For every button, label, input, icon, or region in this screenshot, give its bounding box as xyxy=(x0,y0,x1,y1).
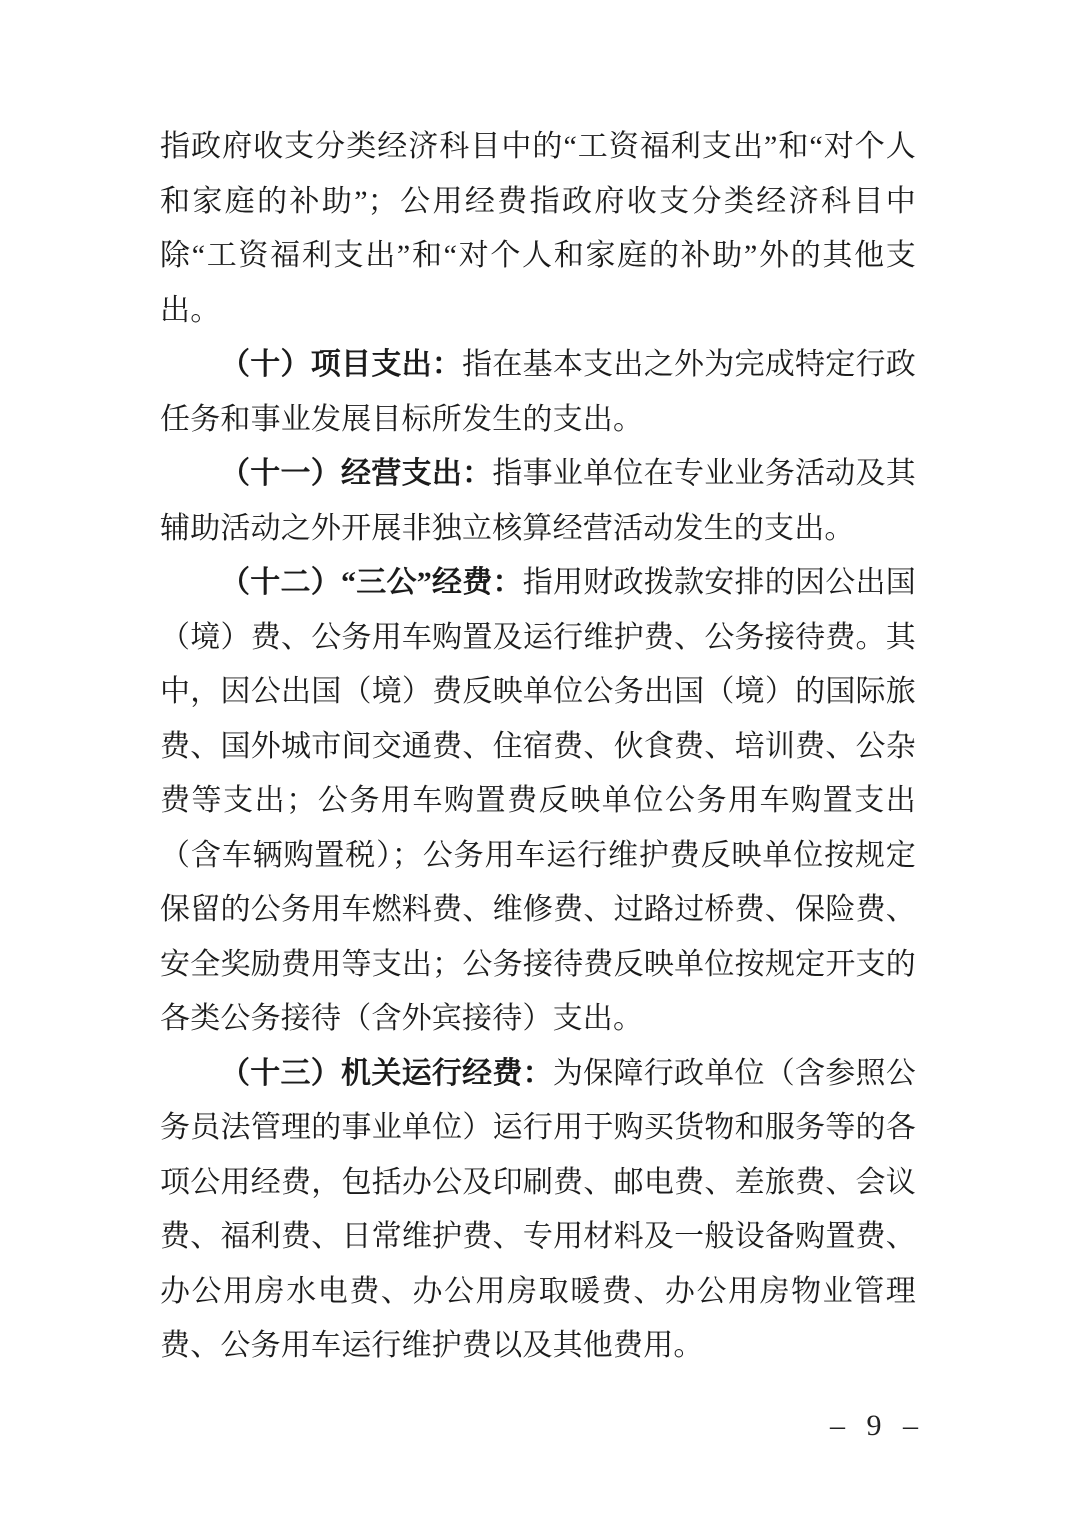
paragraph-heading: （十三）机关运行经费： xyxy=(220,1056,553,1090)
paragraph-item-13-agency-operating-funds xyxy=(160,1047,916,1374)
paragraph-item-11-operating-expenditure xyxy=(160,447,916,556)
paragraph-heading: （十）项目支出： xyxy=(220,348,463,381)
paragraph-item-10-project-expenditure xyxy=(160,338,916,447)
paragraph-text: 指在基本支出之外为完成特定行政任务和事业发展目标所发生的支出。 xyxy=(160,348,916,436)
page-number: – 9 – xyxy=(830,1409,925,1442)
paragraph-heading: （十一）经营支出： xyxy=(220,457,493,490)
paragraph-continuation xyxy=(160,120,916,338)
paragraph-item-12-three-public-funds xyxy=(160,556,916,1047)
paragraph-text: 指用财政拨款安排的因公出国（境）费、公务用车购置及运行维护费、公务接待费。其中，因公出国（境）费反映单位公务出国（境）的国际旅费、国外城市间交通费、住宿费、伙食费、培训费、公杂费等支出；公务用车购置费反映单位公务用车购置支出（含车辆购置税）；公务用车运行维护费反映单位按规定保留的公务用车燃料费、维修费、过路过桥费、保险费、安全奖励费用等支出；公务接待费反映单位按规定开支的各类公务接待（含外宾接待）支出。 xyxy=(160,566,917,1035)
paragraph-text: 指政府收支分类经济科目中的“工资福利支出”和“对个人和家庭的补助”；公用经费指政府收支分类经济科目中除“工资福利支出”和“对个人和家庭的补助”外的其他支出。 xyxy=(160,130,916,327)
paragraph-text: 为保障行政单位（含参照公务员法管理的事业单位）运行用于购买货物和服务等的各项公用经费，包括办公及印刷费、邮电费、差旅费、会议费、福利费、日常维护费、专用材料及一般设备购置费、办公用房水电费、办公用房取暖费、办公用房物业管理费、公务用车运行维护费以及其他费用。 xyxy=(160,1056,917,1362)
paragraph-text: 指事业单位在专业业务活动及其辅助活动之外开展非独立核算经营活动发生的支出。 xyxy=(160,457,916,545)
paragraph-heading: （十二）“三公”经费： xyxy=(220,566,523,599)
document-body xyxy=(160,120,916,1374)
